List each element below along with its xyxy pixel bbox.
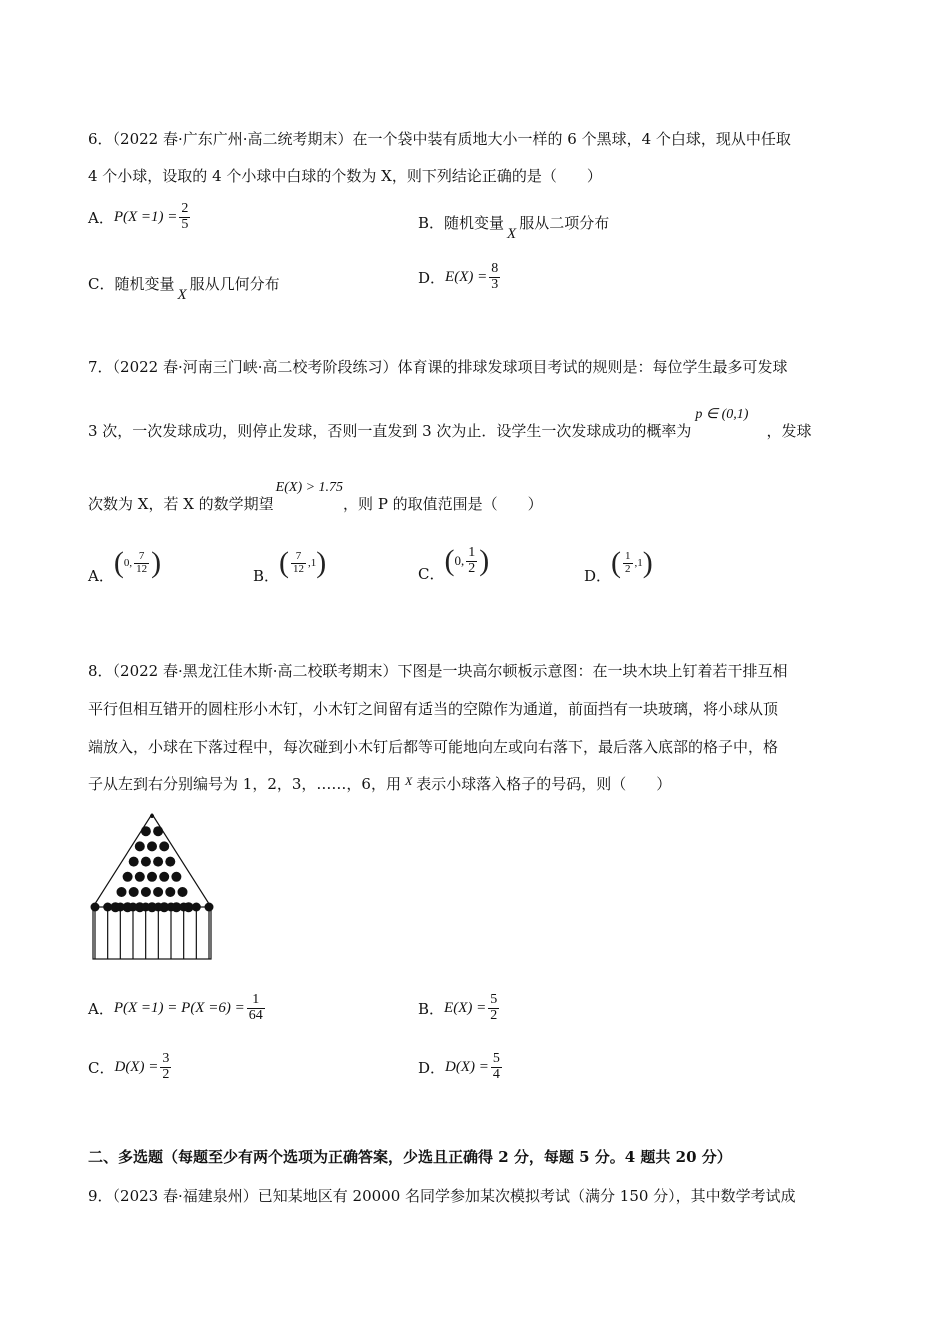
peg bbox=[153, 826, 163, 836]
peg bbox=[159, 872, 169, 882]
option-expr: E(X) = bbox=[445, 268, 488, 285]
q7-stem-line1: 7．（2022 春·河南三门峡·高二校考阶段练习）体育课的排球发球项目考试的规则是：每位学生最多可发球 bbox=[88, 358, 788, 376]
peg bbox=[165, 857, 175, 867]
option-letter: D． bbox=[418, 1058, 446, 1077]
q7-option-d[interactable]: D． ( $\frac{1}{2}$ ,1 ) bbox=[584, 546, 653, 585]
q8-stem-line3: 端放入，小球在下落过程中，每次碰到小木钉后都等可能地向左或向右落下，最后落入底部的格子中，格 bbox=[88, 738, 779, 756]
fraction: $\frac{5}{2}$ bbox=[490, 992, 498, 1023]
option-expr: D(X) = bbox=[445, 1058, 489, 1075]
q9-stem-line1: 9．（2023 春·福建泉州）已知某地区有 20000 名同学参加某次模拟考试（满分 150 分），其中数学考试成 bbox=[88, 1187, 796, 1205]
option-expr: E(X) = bbox=[444, 999, 487, 1016]
option-letter: D． bbox=[584, 566, 612, 585]
board-frame bbox=[93, 907, 211, 959]
var-x: X bbox=[507, 226, 517, 242]
var-x: X bbox=[404, 774, 413, 788]
peg bbox=[159, 841, 169, 851]
q6-option-a[interactable] bbox=[88, 202, 192, 232]
fraction: $\frac{1}{64}$ bbox=[248, 992, 263, 1023]
q6-stem-line1: 6．（2022 春·广东广州·高二统考期末）在一个袋中装有质地大小一样的 6 个黑球，4 个白球，现从中任取 bbox=[88, 130, 791, 148]
peg bbox=[135, 841, 145, 851]
option-letter: C． bbox=[418, 564, 445, 583]
peg bbox=[123, 872, 133, 882]
q8-option-d[interactable] bbox=[418, 1052, 504, 1082]
galton-board-diagram bbox=[90, 812, 215, 960]
q8-option-c[interactable] bbox=[88, 1052, 173, 1082]
fraction: $\frac{8}{3}$ bbox=[491, 261, 499, 292]
option-letter: A． bbox=[88, 208, 114, 227]
fraction: $\frac{7}{12}$ bbox=[136, 549, 148, 575]
q8-stem-line1: 8．（2022 春·黑龙江佳木斯·高二校联考期末）下图是一块高尔顿板示意图：在一块木块上钉着若干排互相 bbox=[88, 662, 788, 680]
peg bbox=[141, 887, 151, 897]
peg bbox=[147, 841, 157, 851]
q8-option-b[interactable] bbox=[418, 993, 501, 1023]
q7-option-a[interactable]: A． ( 0, $\frac{7}{12}$ ) bbox=[88, 546, 162, 585]
peg bbox=[135, 872, 145, 882]
fraction: $\frac{1}{2}$ bbox=[625, 549, 631, 575]
option-letter: A． bbox=[88, 999, 114, 1018]
q7-stem-line2: 3 次，一次发球成功，则停止发球，否则一直发到 3 次为止．设学生一次发球成功的概率为p ∈ (0,1)，发球 bbox=[88, 407, 812, 440]
option-letter: C． bbox=[88, 1058, 115, 1077]
q6-stem-line2: 4 个小球，设取的 4 个小球中白球的个数为 X，则下列结论正确的是（ ） bbox=[88, 167, 602, 185]
peg bbox=[178, 887, 188, 897]
fraction: $\frac{7}{12}$ bbox=[293, 549, 305, 575]
q6-option-b[interactable]: B． 随机变量 X 服从二项分布 bbox=[418, 214, 610, 242]
var-x: X bbox=[177, 287, 187, 303]
q7-stem-line3: 次数为 X，若 X 的数学期望E(X) > 1.75，则 P 的取值范围是（ ） bbox=[88, 480, 543, 513]
peg bbox=[141, 826, 151, 836]
peg bbox=[150, 814, 154, 818]
fraction: $\frac{1}{2}$ bbox=[468, 545, 476, 576]
board-roof bbox=[93, 814, 211, 907]
p-range: p ∈ (0,1) bbox=[695, 407, 749, 422]
q8-stem-line4: 子从左到右分别编号为 1，2，3，……，6，用 X 表示小球落入格子的号码，则（ ） bbox=[88, 774, 672, 793]
section-heading-multiple-choice: 二、多选题（每题至少有两个选项为正确答案，少选且正确得 2 分，每题 5 分。4 题共 20 分） bbox=[88, 1148, 732, 1166]
fraction: $\frac{2}{5}$ bbox=[181, 201, 189, 232]
q8-stem-line2: 平行但相互错开的圆柱形小木钉，小木钉之间留有适当的空隙作为通道，前面挡有一块玻璃，将小球从顶 bbox=[88, 700, 779, 718]
peg bbox=[117, 887, 127, 897]
option-expr: P(X =1) = bbox=[113, 208, 178, 225]
option-expr: P(X =1) = P(X =6) = bbox=[113, 999, 245, 1016]
fraction: $\frac{5}{4}$ bbox=[492, 1051, 500, 1082]
option-letter: B． bbox=[418, 999, 445, 1018]
option-letter: B． bbox=[418, 214, 445, 232]
q7-option-b[interactable]: B． ( $\frac{7}{12}$ ,1 ) bbox=[253, 546, 327, 585]
peg bbox=[153, 857, 163, 867]
fraction: $\frac{3}{2}$ bbox=[162, 1051, 170, 1082]
peg bbox=[153, 887, 163, 897]
q7-option-c[interactable]: C． ( 0, $\frac{1}{2}$ ) bbox=[418, 544, 490, 583]
q6-option-c[interactable]: C． 随机变量 X 服从几何分布 bbox=[88, 275, 280, 303]
q6-option-d[interactable] bbox=[418, 262, 502, 292]
peg bbox=[165, 887, 175, 897]
expectation-condition: E(X) > 1.75 bbox=[275, 480, 344, 495]
peg bbox=[147, 872, 157, 882]
q8-option-a[interactable] bbox=[88, 993, 267, 1023]
option-letter: A． bbox=[88, 566, 114, 585]
peg bbox=[141, 857, 151, 867]
peg bbox=[171, 872, 181, 882]
option-expr: D(X) = bbox=[114, 1058, 159, 1075]
option-letter: C． bbox=[88, 275, 115, 293]
peg bbox=[129, 857, 139, 867]
option-letter: B． bbox=[253, 566, 280, 585]
option-letter: D． bbox=[418, 268, 446, 287]
peg bbox=[129, 887, 139, 897]
